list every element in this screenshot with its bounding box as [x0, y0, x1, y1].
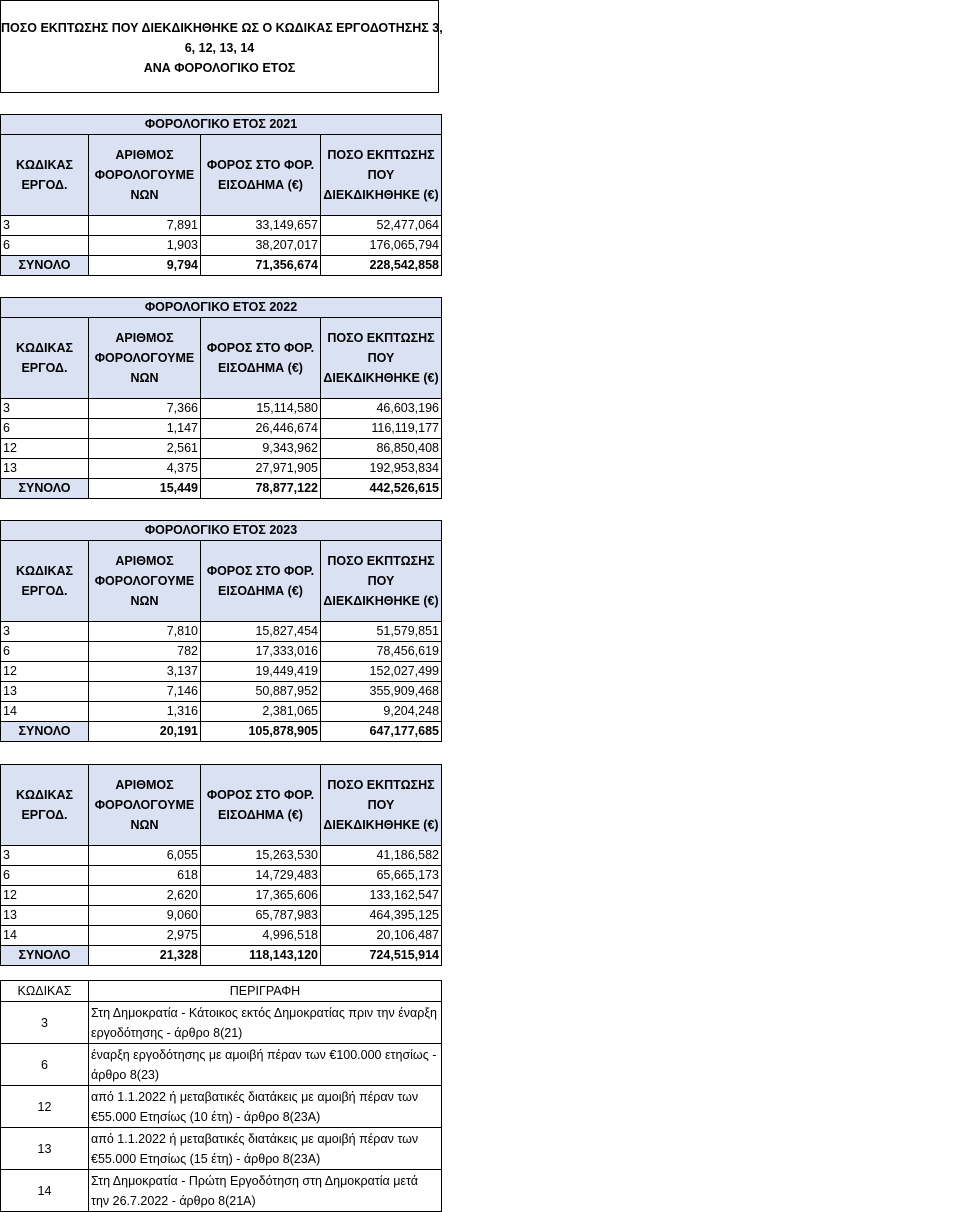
legend-code: 13	[1, 1128, 89, 1170]
legend-row	[1, 1170, 442, 1212]
table-row	[1, 642, 442, 662]
total-count: 20,191	[89, 722, 201, 742]
cell-code: 3	[1, 399, 89, 419]
cell-tax: 65,787,983	[201, 906, 321, 926]
table-row	[1, 236, 442, 256]
cell-tax: 15,827,454	[201, 622, 321, 642]
cell-claimed: 65,665,173	[321, 866, 442, 886]
cell-count: 6,055	[89, 846, 201, 866]
cell-code: 14	[1, 702, 89, 722]
cell-code: 6	[1, 642, 89, 662]
cell-claimed: 52,477,064	[321, 216, 442, 236]
legend-row	[1, 1128, 442, 1170]
cell-claimed: 46,603,196	[321, 399, 442, 419]
cell-claimed: 152,027,499	[321, 662, 442, 682]
legend-code: 14	[1, 1170, 89, 1212]
cell-code: 6	[1, 419, 89, 439]
legend-description: από 1.1.2022 ή μεταβατικές διατάκεις με αμοιβή πέραν των €55.000 Ετησίως (15 έτη) - άρθρο 8(23Α)	[89, 1128, 442, 1170]
cell-count: 2,620	[89, 886, 201, 906]
legend-row	[1, 1002, 442, 1044]
cell-tax: 2,381,065	[201, 702, 321, 722]
total-claimed: 724,515,914	[321, 946, 442, 966]
header-tax: ΦΟΡΟΣ ΣΤΟ ΦΟΡ. ΕΙΣΟΔΗΜΑ (€)	[201, 318, 321, 399]
table-row	[1, 216, 442, 236]
cell-code: 14	[1, 926, 89, 946]
table-row	[1, 419, 442, 439]
cell-count: 7,810	[89, 622, 201, 642]
cell-count: 2,975	[89, 926, 201, 946]
legend-description: Στη Δημοκρατία - Πρώτη Εργοδότηση στη Δημοκρατία μετά την 26.7.2022 - άρθρο 8(21Α)	[89, 1170, 442, 1212]
total-label: ΣΥΝΟΛΟ	[1, 722, 89, 742]
total-label: ΣΥΝΟΛΟ	[1, 946, 89, 966]
header-claimed: ΠΟΣΟ ΕΚΠΤΩΣΗΣ ΠΟΥ ΔΙΕΚΔΙΚΗΘΗΚΕ (€)	[321, 135, 442, 216]
total-label: ΣΥΝΟΛΟ	[1, 256, 89, 276]
legend-header-description: ΠΕΡΙΓΡΑΦΗ	[89, 981, 442, 1002]
table-row	[1, 682, 442, 702]
report-title	[0, 0, 443, 93]
header-code: ΚΩΔΙΚΑΣ ΕΡΓΟΔ.	[1, 541, 89, 622]
cell-code: 12	[1, 662, 89, 682]
cell-tax: 4,996,518	[201, 926, 321, 946]
year-table-2021	[0, 114, 442, 276]
legend-code: 6	[1, 1044, 89, 1086]
header-count: ΑΡΙΘΜΟΣ ΦΟΡΟΛΟΓΟΥΜΕ ΝΩΝ	[89, 318, 201, 399]
total-label: ΣΥΝΟΛΟ	[1, 479, 89, 499]
table-row	[1, 439, 442, 459]
table-row	[1, 622, 442, 642]
header-count: ΑΡΙΘΜΟΣ ΦΟΡΟΛΟΓΟΥΜΕ ΝΩΝ	[89, 765, 201, 846]
cell-count: 7,366	[89, 399, 201, 419]
table-row	[1, 866, 442, 886]
legend-description: Στη Δημοκρατία - Κάτοικος εκτός Δημοκρατίας πριν την έναρξη εργοδότησης - άρθρο 8(21)	[89, 1002, 442, 1044]
year-table-2023	[0, 520, 442, 742]
cell-code: 12	[1, 886, 89, 906]
cell-tax: 17,333,016	[201, 642, 321, 662]
total-tax: 105,878,905	[201, 722, 321, 742]
cell-claimed: 41,186,582	[321, 846, 442, 866]
legend-description: από 1.1.2022 ή μεταβατικές διατάκεις με αμοιβή πέραν των €55.000 Ετησίως (10 έτη) - άρθρο 8(23Α)	[89, 1086, 442, 1128]
header-tax: ΦΟΡΟΣ ΣΤΟ ΦΟΡ. ΕΙΣΟΔΗΜΑ (€)	[201, 765, 321, 846]
total-count: 15,449	[89, 479, 201, 499]
cell-claimed: 464,395,125	[321, 906, 442, 926]
cell-tax: 33,149,657	[201, 216, 321, 236]
table-row	[1, 459, 442, 479]
total-row	[1, 946, 442, 966]
legend-row	[1, 1086, 442, 1128]
table-row	[1, 702, 442, 722]
cell-count: 782	[89, 642, 201, 662]
table-row	[1, 906, 442, 926]
cell-claimed: 133,162,547	[321, 886, 442, 906]
header-claimed: ΠΟΣΟ ΕΚΠΤΩΣΗΣ ΠΟΥ ΔΙΕΚΔΙΚΗΘΗΚΕ (€)	[321, 541, 442, 622]
legend-description: έναρξη εργοδότησης με αμοιβή πέραν των €100.000 ετησίως - άρθρο 8(23)	[89, 1044, 442, 1086]
cell-tax: 38,207,017	[201, 236, 321, 256]
cell-claimed: 116,119,177	[321, 419, 442, 439]
header-code: ΚΩΔΙΚΑΣ ΕΡΓΟΔ.	[1, 318, 89, 399]
cell-claimed: 86,850,408	[321, 439, 442, 459]
cell-code: 3	[1, 622, 89, 642]
table-row	[1, 886, 442, 906]
year-title: ΦΟΡΟΛΟΓΙΚΟ ΕΤΟΣ 2023	[1, 521, 442, 541]
legend-header-code: ΚΩΔΙΚΑΣ	[1, 981, 89, 1002]
cell-count: 9,060	[89, 906, 201, 926]
cell-code: 13	[1, 906, 89, 926]
cell-code: 13	[1, 459, 89, 479]
header-tax: ΦΟΡΟΣ ΣΤΟ ΦΟΡ. ΕΙΣΟΔΗΜΑ (€)	[201, 135, 321, 216]
total-row	[1, 479, 442, 499]
cell-claimed: 176,065,794	[321, 236, 442, 256]
header-code: ΚΩΔΙΚΑΣ ΕΡΓΟΔ.	[1, 135, 89, 216]
cell-tax: 15,114,580	[201, 399, 321, 419]
total-count: 9,794	[89, 256, 201, 276]
total-tax: 118,143,120	[201, 946, 321, 966]
cell-code: 13	[1, 682, 89, 702]
cell-code: 6	[1, 236, 89, 256]
header-claimed: ΠΟΣΟ ΕΚΠΤΩΣΗΣ ΠΟΥ ΔΙΕΚΔΙΚΗΘΗΚΕ (€)	[321, 318, 442, 399]
total-count: 21,328	[89, 946, 201, 966]
year-title: ΦΟΡΟΛΟΓΙΚΟ ΕΤΟΣ 2021	[1, 115, 442, 135]
header-code: ΚΩΔΙΚΑΣ ΕΡΓΟΔ.	[1, 765, 89, 846]
cell-tax: 9,343,962	[201, 439, 321, 459]
title-line-1: ΠΟΣΟ ΕΚΠΤΩΣΗΣ ΠΟΥ ΔΙΕΚΔΙΚΗΘΗΚΕ ΩΣ Ο ΚΩΔΙΚΑΣ ΕΡΓΟΔΟΤΗΣΗΣ 3,	[1, 21, 443, 35]
total-tax: 71,356,674	[201, 256, 321, 276]
year-table-untitled	[0, 764, 442, 966]
total-row	[1, 256, 442, 276]
cell-claimed: 20,106,487	[321, 926, 442, 946]
cell-count: 7,891	[89, 216, 201, 236]
year-table-2022	[0, 297, 442, 499]
cell-tax: 17,365,606	[201, 886, 321, 906]
cell-claimed: 355,909,468	[321, 682, 442, 702]
cell-claimed: 9,204,248	[321, 702, 442, 722]
code-legend-table	[0, 980, 442, 1212]
cell-tax: 26,446,674	[201, 419, 321, 439]
cell-tax: 14,729,483	[201, 866, 321, 886]
cell-claimed: 51,579,851	[321, 622, 442, 642]
cell-code: 6	[1, 866, 89, 886]
legend-row	[1, 1044, 442, 1086]
title-line-3: ΑΝΑ ΦΟΡΟΛΟΓΙΚΟ ΕΤΟΣ	[143, 61, 296, 75]
cell-tax: 19,449,419	[201, 662, 321, 682]
header-count: ΑΡΙΘΜΟΣ ΦΟΡΟΛΟΓΟΥΜΕ ΝΩΝ	[89, 135, 201, 216]
cell-count: 1,316	[89, 702, 201, 722]
cell-tax: 27,971,905	[201, 459, 321, 479]
table-row	[1, 846, 442, 866]
header-count: ΑΡΙΘΜΟΣ ΦΟΡΟΛΟΓΟΥΜΕ ΝΩΝ	[89, 541, 201, 622]
cell-code: 3	[1, 846, 89, 866]
cell-claimed: 78,456,619	[321, 642, 442, 662]
total-claimed: 442,526,615	[321, 479, 442, 499]
cell-count: 2,561	[89, 439, 201, 459]
total-claimed: 647,177,685	[321, 722, 442, 742]
cell-count: 1,903	[89, 236, 201, 256]
table-row	[1, 399, 442, 419]
legend-code: 12	[1, 1086, 89, 1128]
header-tax: ΦΟΡΟΣ ΣΤΟ ΦΟΡ. ΕΙΣΟΔΗΜΑ (€)	[201, 541, 321, 622]
total-claimed: 228,542,858	[321, 256, 442, 276]
cell-claimed: 192,953,834	[321, 459, 442, 479]
cell-count: 7,146	[89, 682, 201, 702]
total-tax: 78,877,122	[201, 479, 321, 499]
header-claimed: ΠΟΣΟ ΕΚΠΤΩΣΗΣ ΠΟΥ ΔΙΕΚΔΙΚΗΘΗΚΕ (€)	[321, 765, 442, 846]
cell-code: 3	[1, 216, 89, 236]
cell-tax: 15,263,530	[201, 846, 321, 866]
cell-count: 4,375	[89, 459, 201, 479]
total-row	[1, 722, 442, 742]
year-title: ΦΟΡΟΛΟΓΙΚΟ ΕΤΟΣ 2022	[1, 298, 442, 318]
cell-count: 618	[89, 866, 201, 886]
table-row	[1, 662, 442, 682]
cell-count: 1,147	[89, 419, 201, 439]
title-line-2: 6, 12, 13, 14	[184, 41, 255, 55]
table-row	[1, 926, 442, 946]
legend-code: 3	[1, 1002, 89, 1044]
cell-tax: 50,887,952	[201, 682, 321, 702]
cell-count: 3,137	[89, 662, 201, 682]
cell-code: 12	[1, 439, 89, 459]
